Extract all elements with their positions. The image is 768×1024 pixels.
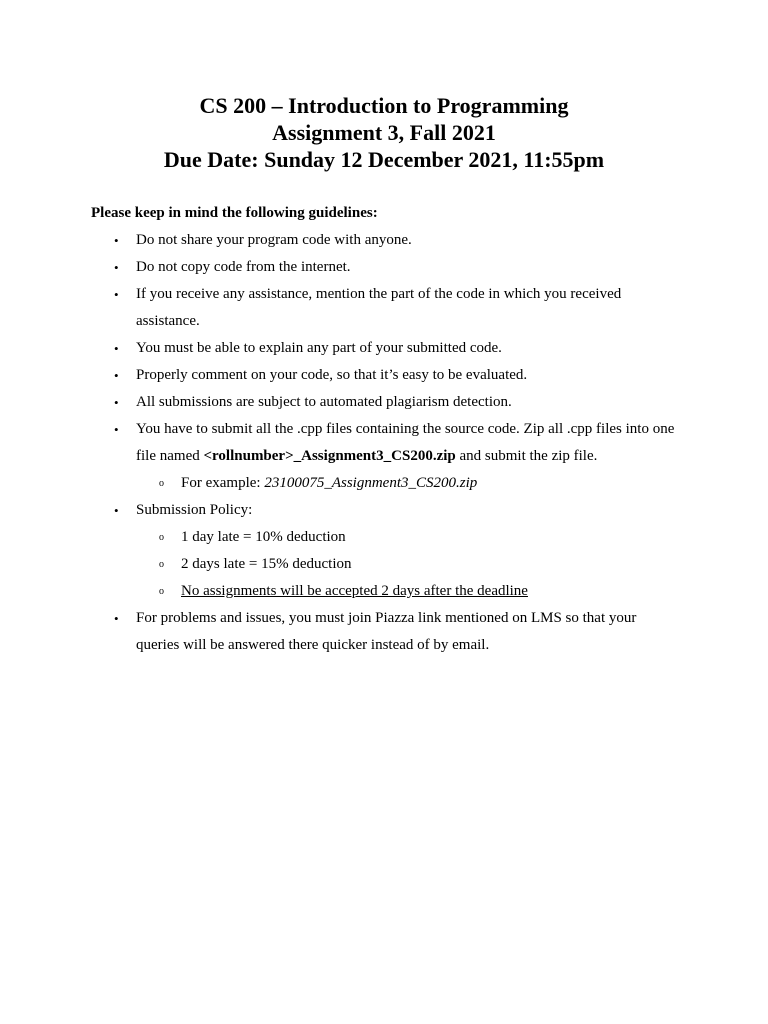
guideline-text: queries will be answered there quicker instead of by email. [136, 637, 490, 653]
list-item [0, 497, 768, 524]
guideline-text-part: and submit the zip file. [455, 448, 598, 464]
guideline-text: You must be able to explain any part of your submitted code. [136, 340, 502, 356]
sub-list-item [0, 524, 768, 551]
guideline-text: You have to submit all the .cpp files containing the source code. Zip all .cpp files into one [136, 421, 675, 437]
bullet-icon: • [114, 503, 119, 518]
guideline-text: For problems and issues, you must join Piazza link mentioned on LMS so that your [136, 610, 637, 626]
guideline-text-part: file named [136, 448, 204, 464]
list-item [0, 227, 768, 254]
guideline-text: Do not copy code from the internet. [136, 259, 351, 275]
course-title: CS 200 – Introduction to Programming [199, 93, 569, 118]
list-item-continuation [0, 308, 768, 335]
guidelines-list [0, 227, 768, 659]
due-date: Due Date: Sunday 12 December 2021, 11:55pm [163, 147, 605, 172]
list-item [0, 254, 768, 281]
example-label: For example: [181, 475, 265, 491]
guideline-text: If you receive any assistance, mention the part of the code in which you received [136, 286, 622, 302]
policy-text: 2 days late = 15% deduction [181, 556, 352, 572]
zip-filename-format: <rollnumber>_Assignment3_CS200.zip [203, 448, 456, 464]
list-item [0, 281, 768, 308]
guideline-text: Submission Policy: [136, 502, 253, 518]
bullet-icon: • [114, 287, 119, 302]
list-item [0, 362, 768, 389]
policy-text: No assignments will be accepted 2 days after the deadline [181, 583, 528, 599]
sub-bullet-icon: o [159, 586, 164, 597]
guideline-text: Do not share your program code with anyone. [136, 232, 412, 248]
sub-list-item [0, 470, 768, 497]
bullet-icon: • [114, 341, 119, 356]
sub-bullet-icon: o [159, 478, 164, 489]
guideline-text: assistance. [136, 313, 200, 329]
sub-list-item [0, 578, 768, 605]
list-item [0, 389, 768, 416]
sub-bullet-icon: o [159, 559, 164, 570]
list-item-continuation [0, 443, 768, 470]
guideline-text: All submissions are subject to automated plagiarism detection. [136, 394, 512, 410]
guidelines-heading: Please keep in mind the following guidelines: [91, 205, 378, 221]
guideline-text [136, 443, 597, 470]
bullet-icon: • [114, 368, 119, 383]
example-text [181, 470, 477, 497]
list-item [0, 335, 768, 362]
bullet-icon: • [114, 395, 119, 410]
bullet-icon: • [114, 260, 119, 275]
example-filename: 23100075_Assignment3_CS200.zip [264, 475, 478, 491]
list-item [0, 605, 768, 632]
bullet-icon: • [114, 233, 119, 248]
bullet-icon: • [114, 422, 119, 437]
sub-list-item [0, 551, 768, 578]
bullet-icon: • [114, 611, 119, 626]
list-item-continuation [0, 632, 768, 659]
list-item [0, 416, 768, 443]
guideline-text: Properly comment on your code, so that it’s easy to be evaluated. [136, 367, 528, 383]
assignment-title: Assignment 3, Fall 2021 [272, 120, 496, 145]
document-title [0, 92, 768, 173]
sub-bullet-icon: o [159, 532, 164, 543]
policy-text: 1 day late = 10% deduction [181, 529, 346, 545]
